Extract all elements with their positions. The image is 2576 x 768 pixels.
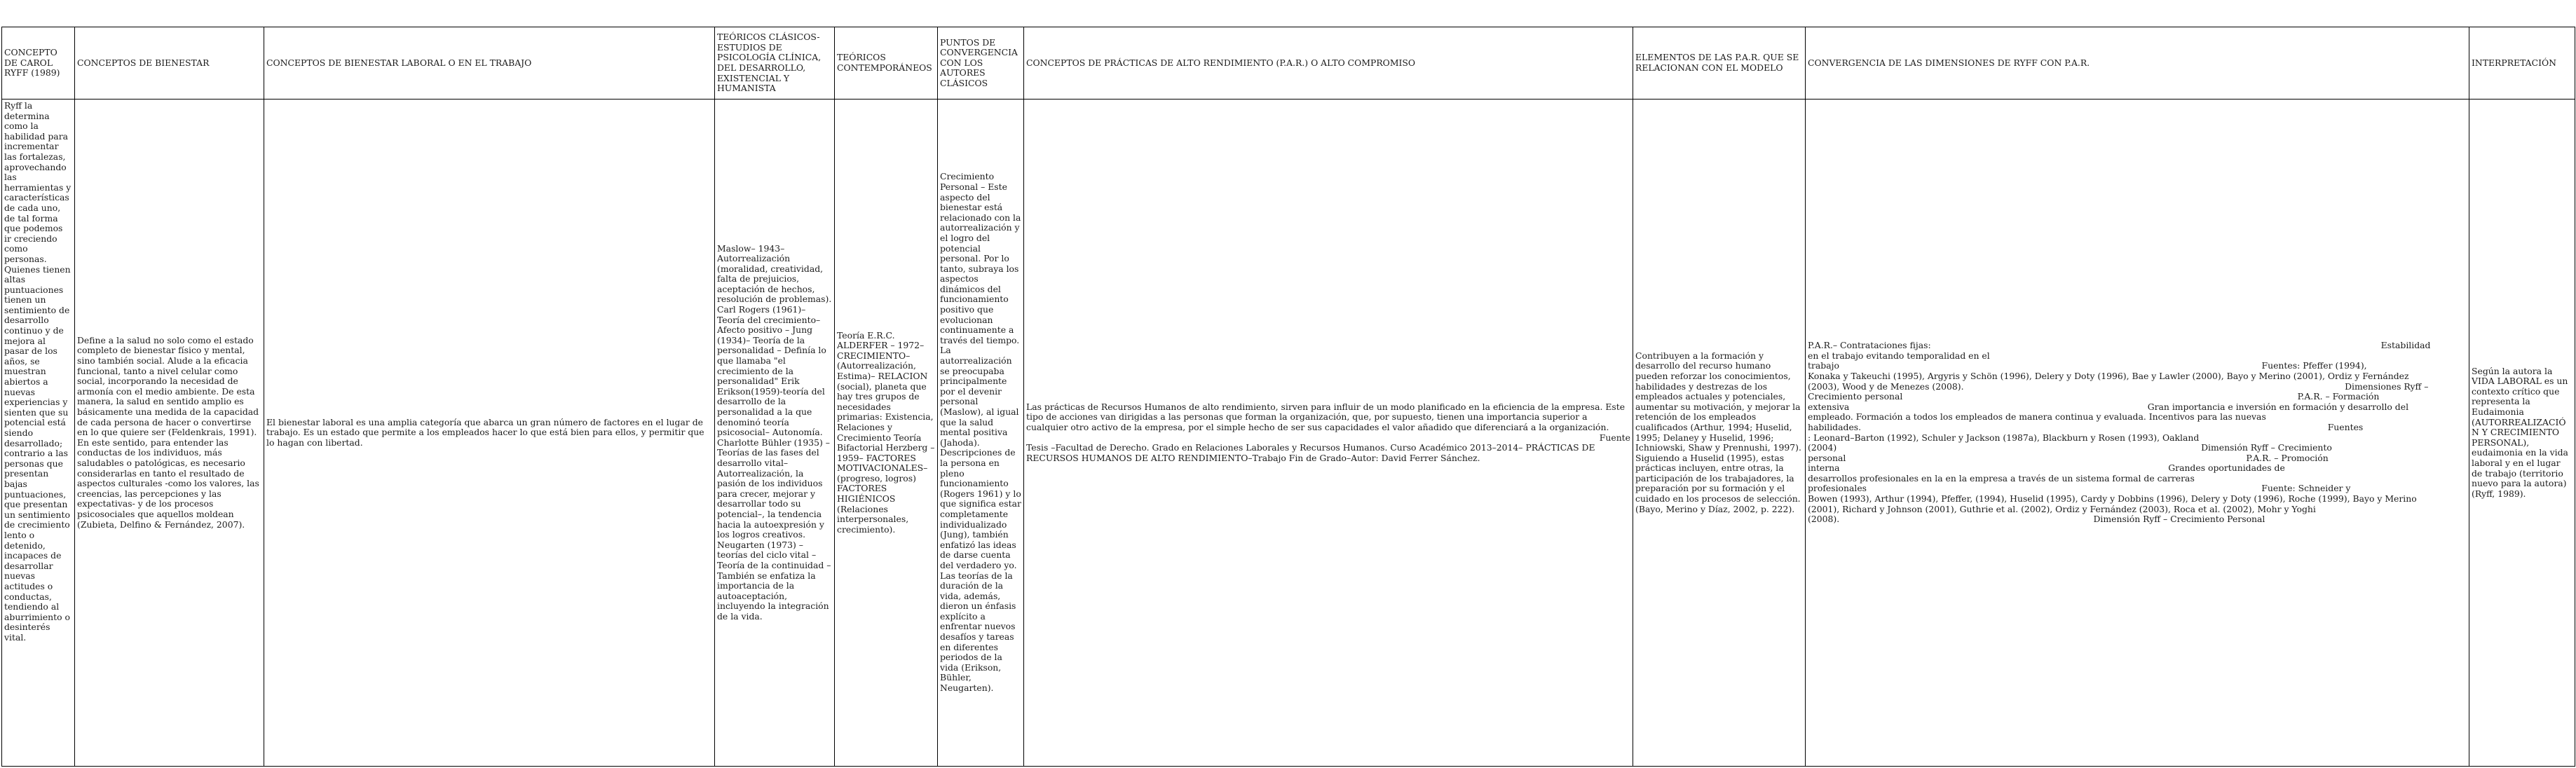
dimension-line: personal P.A.R. – Promoción xyxy=(1808,452,2329,463)
dimension-line: trabajo Fuentes: Pfeffer (1994), xyxy=(1808,360,2367,371)
cell-ryff-definition: Ryff la determina como la habilidad para incrementar las fortalezas, aprovechando las herramientas y características de cada uno, de tal forma que podemos ir creciendo como personas. Quienes tienen altas puntuaciones tienen un sentimiento de desarrollo continuo y de mejora al pasar de los años, se muestran abiertos a nuevas experiencias y sienten que su potencial está siendo desarrollado; contrario a las personas que presentan bajas puntuaciones, que presentan un sentimiento de crecimiento lento o detenido, incapaces de desarrollar nuevas actitudes o conductas, tendiendo al aburrimiento o desinterés vital. xyxy=(2,100,75,767)
dimension-line: en el trabajo evitando temporalidad en el xyxy=(1808,350,1990,361)
dimension-line: P.A.R.– Contrataciones fijas: Estabilidad xyxy=(1808,340,2431,351)
header-elementos-par: ELEMENTOS DE LAS P.A.R. QUE SE RELACIONAN CON EL MODELO xyxy=(1633,27,1806,100)
dimension-line: profesionales Fuente: Schneider y xyxy=(1808,483,2351,494)
dimension-line: habilidades. Fuentes xyxy=(1808,421,2364,432)
dimension-lines xyxy=(1808,341,2467,525)
comparison-table xyxy=(1,27,2575,767)
par-fuente-label: Fuente xyxy=(1599,432,1630,443)
dimension-line: Bowen (1993), Arthur (1994), Pfeffer, (1994), Huselid (1995), Cardy y Dobbins (1996), Delery y Doty (1996), Roche (1999), Bayo y Merino xyxy=(1808,493,2417,505)
cell-bienestar-concept: Define a la salud no solo como el estado completo de bienestar físico y mental, sino también social. Alude a la eficacia funcional, tanto a nivel celular como social, incorporando la necesidad de armonía con el medio ambiente. De esta manera, la salud en sentido amplio es básicamente una medida de la capacidad de cada persona de hacer o convertirse en lo que quiere ser (Feldenkrais, 1991). En este sentido, para entender las conductas de los individuos, más saludables o patológicas, es necesario considerarlas en tanto el resultado de aspectos culturales -como los valores, las creencias, las percepciones y las expectativas- y de los procesos psicosociales que aquellos moldean (Zubieta, Delfino & Fernández, 2007). xyxy=(75,100,264,767)
cell-elementos-par: Contribuyen a la formación y desarrollo del recurso humano pueden reforzar los conocimientos, habilidades y destrezas de los empleados actuales y potenciales, aumentar su motivación, y mejorar la retención de los empleados cualificados (Arthur, 1994; Huselid, 1995; Delaney y Huselid, 1996; Ichniowski, Shaw y Prennushi, 1997). Siguiendo a Huselid (1995), estas prácticas incluyen, entre otras, la participación de los trabajadores, la preparación por su formación y el cuidado en los procesos de selección. (Bayo, Merino y Díaz, 2002, p. 222). xyxy=(1633,100,1806,767)
dimension-line: : Leonard–Barton (1992), Schuler y Jackson (1987a), Blackburn y Rosen (1993), Oakland xyxy=(1808,432,2200,443)
dimension-line: (2008). Dimensión Ryff – Crecimiento Personal xyxy=(1808,514,2265,525)
cell-bienestar-laboral: El bienestar laboral es una amplia categoría que abarca un gran número de factores en el lugar de trabajo. Es un estado que permite a los empleados hacer lo que está bien para ellos, y permitir que lo hagan con libertad. xyxy=(264,100,715,767)
header-teoricos-contemporaneos: TEÓRICOS CONTEMPORÁNEOS xyxy=(835,27,938,100)
table-row xyxy=(2,100,2575,767)
dimension-line: Crecimiento personal P.A.R. – Formación xyxy=(1808,391,2380,402)
cell-convergencia-dimensiones xyxy=(1806,100,2469,767)
header-bienestar-laboral: CONCEPTOS DE BIENESTAR LABORAL O EN EL TRABAJO xyxy=(264,27,715,100)
dimension-line: interna Grandes oportunidades de xyxy=(1808,462,2285,474)
cell-practicas-alto-rendimiento xyxy=(1024,100,1633,767)
dimension-line: extensiva Gran importancia e inversión en formación y desarrollo del xyxy=(1808,401,2409,412)
cell-puntos-convergencia: Crecimiento Personal – Este aspecto del bienestar está relacionado con la autorrealización y el logro del potencial personal. Por lo tanto, subraya los aspectos dinámicos del funcionamiento positivo que evolucionan continuamente a través del tiempo. La autorrealización se preocupaba principalmente por el devenir personal (Maslow), al igual que la salud mental positiva (Jahoda). Descripciones de la persona en pleno funcionamiento (Rogers 1961) y lo que significa estar completamente individualizado (Jung), también enfatizó las ideas de darse cuenta del verdadero yo. Las teorías de la duración de la vida, además, dieron un énfasis explícito a enfrentar nuevos desafíos y tareas en diferentes periodos de la vida (Erikson, Bühler, Neugarten). xyxy=(938,100,1024,767)
dimension-line: desarrollos profesionales en la en la empresa a través de un sistema formal de carreras xyxy=(1808,472,2195,484)
par-citation: Tesis –Facultad de Derecho. Grado en Relaciones Laborales y Recursos Humanos. Curso Académico 2013–2014– PRÁCTICAS DE RECURSOS HUMANOS DE ALTO RENDIMIENTO–Trabajo Fin de Grado–Autor: David Ferrer Sánchez. xyxy=(1026,442,1595,463)
dimension-line: (2003), Wood y de Menezes (2008). Dimensiones Ryff – xyxy=(1808,380,2429,392)
dimension-line: Konaka y Takeuchi (1995), Argyris y Schön (1996), Delery y Doty (1996), Bae y Lawler (2000), Bayo y Merino (2001), Ordiz y Fernández xyxy=(1808,370,2409,381)
dimension-line: empleado. Formación a todos los empleados de manera continua y evaluada. Incentivos para las nuevas xyxy=(1808,411,2266,423)
cell-teoricos-clasicos: Maslow– 1943– Autorrealización (moralidad, creatividad, falta de prejuicios, aceptación de hechos, resolución de problemas). Carl Rogers (1961)– Teoría del crecimiento– Afecto positivo – Jung (1934)– Teoría de la personalidad – Definía lo que llamaba "el crecimiento de la personalidad" Erik Erikson(1959)-teoría del desarrollo de la personalidad a la que denominó teoría psicosocial– Autonomía. Charlotte Bühler (1935) – Teorías de las fases del desarrollo vital– Autorrealización, la pasión de los individuos para crecer, mejorar y desarrollar todo su potencial–, la tendencia hacia la autoexpresión y los logros creativos. Neugarten (1973) – teorías del ciclo vital – Teoría de la continuidad – También se enfatiza la importancia de la autoaceptación, incluyendo la integración de la vida. xyxy=(715,100,835,767)
header-interpretacion: INTERPRETACIÓN xyxy=(2469,27,2575,100)
dimension-line: (2004) Dimensión Ryff – Crecimiento xyxy=(1808,442,2332,453)
header-concepto-ryff: CONCEPTO DE CAROL RYFF (1989) xyxy=(2,27,75,100)
header-practicas-alto-rendimiento: CONCEPTOS DE PRÁCTICAS DE ALTO RENDIMIENTO (P.A.R.) O ALTO COMPROMISO xyxy=(1024,27,1633,100)
header-puntos-convergencia: PUNTOS DE CONVERGENCIA CON LOS AUTORES CLÁSICOS xyxy=(938,27,1024,100)
header-convergencia-dimensiones: CONVERGENCIA DE LAS DIMENSIONES DE RYFF CON P.A.R. xyxy=(1806,27,2469,100)
cell-interpretacion: Según la autora la VIDA LABORAL es un contexto crítico que representa la Eudaimonia (AUTORREALIZACIÓN Y CRECIMIENTO PERSONAL), eudaimonia en la vida laboral y en el lugar de trabajo (territorio nuevo para la autora) (Ryff, 1989). xyxy=(2469,100,2575,767)
cell-teoricos-contemporaneos: Teoría E.R.C. ALDERFER – 1972– CRECIMIENTO– (Autorrealización, Estima)– RELACION (social), planeta que hay tres grupos de necesidades primarias: Existencia, Relaciones y Crecimiento Teoría Bifactorial Herzberg – 1959– FACTORES MOTIVACIONALES– (progreso, logros) FACTORES HIGIÉNICOS (Relaciones interpersonales, crecimiento). xyxy=(835,100,938,767)
par-definition: Las prácticas de Recursos Humanos de alto rendimiento, sirven para influir de un modo planificado en la eficiencia de la empresa. Este tipo de acciones van dirigidas a las personas que forman la organización, que, por supuesto, tienen una importancia superior a cualquier otro activo de la empresa, por el simple hecho de ser sus capacidades el valor añadido que diferenciará a la organización. xyxy=(1026,401,1626,432)
header-teoricos-clasicos: TEÓRICOS CLÁSICOS- ESTUDIOS DE PSICOLOGÍA CLÍNICA, DEL DESARROLLO, EXISTENCIAL Y HUMANISTA xyxy=(715,27,835,100)
dimension-line: (2001), Richard y Johnson (2001), Guthrie et al. (2002), Ordiz y Fernández (2003), Roca et al. (2002), Mohr y Yoghi xyxy=(1808,503,2316,514)
header-row xyxy=(2,27,2575,100)
header-conceptos-bienestar: CONCEPTOS DE BIENESTAR xyxy=(75,27,264,100)
